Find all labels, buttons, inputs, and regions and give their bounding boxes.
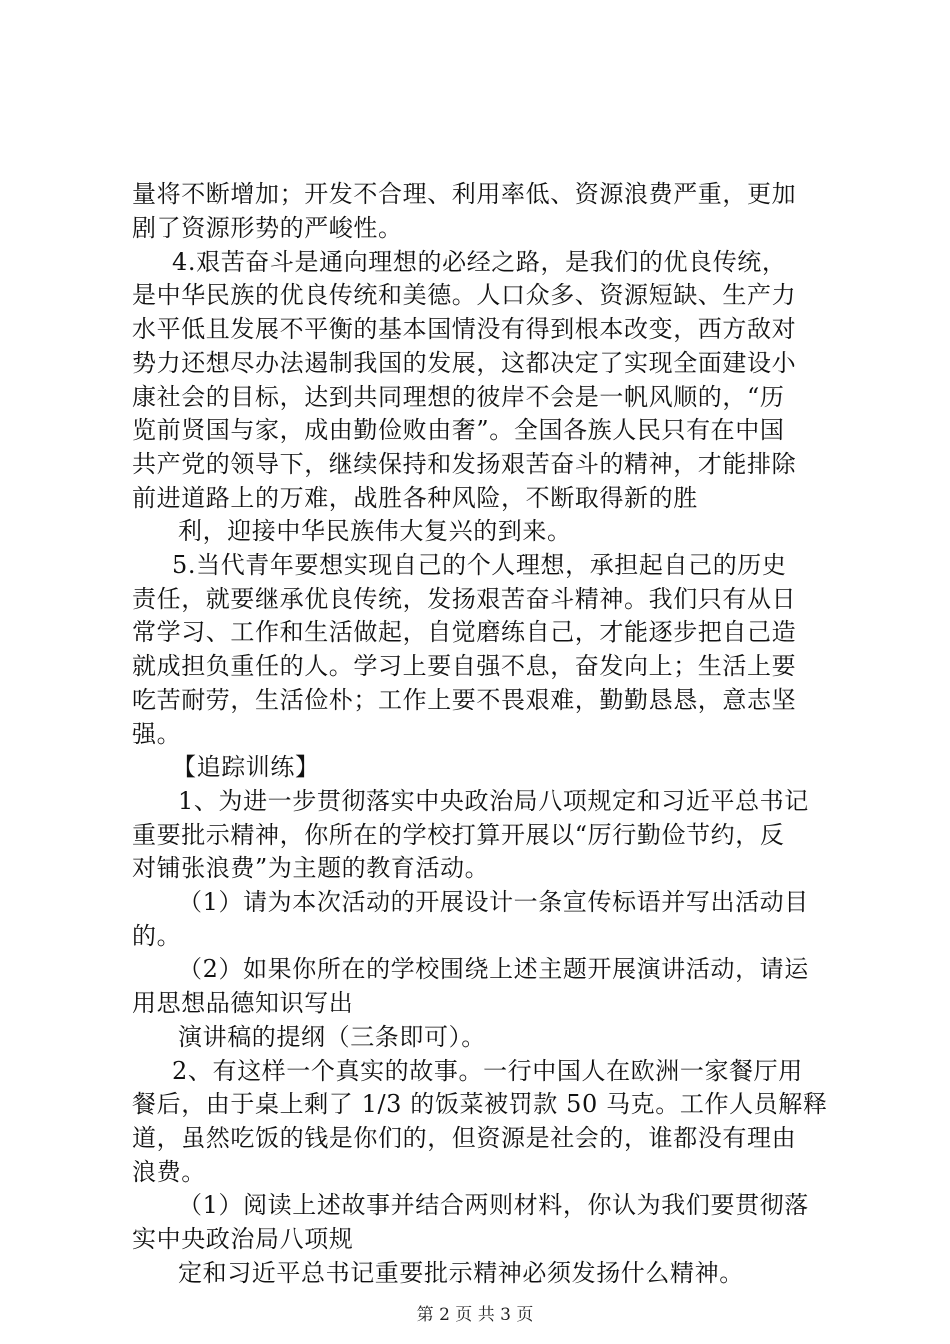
text-line: 常学习、工作和生活做起，自觉磨练自己，才能逐步把自己造: [132, 618, 797, 646]
text-line: 演讲稿的提纲（三条即可）。: [178, 1023, 486, 1051]
section-heading: 【追踪训练】: [172, 753, 320, 781]
text-line: 责任，就要继承优良传统，发扬艰苦奋斗精神。我们只有从日: [132, 585, 797, 613]
text-line: 前进道路上的万难，战胜各种风险，不断取得新的胜: [132, 484, 698, 512]
text-line: 4.艰苦奋斗是通向理想的必经之路，是我们的优良传统，: [172, 248, 787, 276]
text-line: 是中华民族的优良传统和美德。人口众多、资源短缺、生产力: [132, 281, 797, 309]
text-line: 康社会的目标，达到共同理想的彼岸不会是一帆风顺的，“历: [132, 383, 785, 411]
text-line: （2）如果你所在的学校围绕上述主题开展演讲活动，请运: [178, 955, 809, 983]
text-line: 利，迎接中华民族伟大复兴的到来。: [178, 517, 572, 545]
text-line: （1）请为本次活动的开展设计一条宣传标语并写出活动目: [178, 888, 809, 916]
text-line: 道，虽然吃饭的钱是你们的，但资源是社会的，谁都没有理由: [132, 1124, 797, 1152]
text-line: 5.当代青年要想实现自己的个人理想，承担起自己的历史: [172, 551, 787, 579]
text-line: 就成担负重任的人。学习上要自强不息，奋发向上；生活上要: [132, 652, 797, 680]
text-line: 共产党的领导下，继续保持和发扬艰苦奋斗的精神，才能排除: [132, 450, 797, 478]
text-line: 的。: [132, 922, 182, 950]
text-line: 水平低且发展不平衡的基本国情没有得到根本改变，西方敌对: [132, 315, 797, 343]
text-line: 2、有这样一个真实的故事。一行中国人在欧洲一家餐厅用: [172, 1057, 803, 1085]
text-line: 势力还想尽办法遏制我国的发展，这都决定了实现全面建设小: [132, 349, 797, 377]
text-line: 1、为进一步贯彻落实中央政治局八项规定和习近平总书记: [178, 787, 809, 815]
text-line: 定和习近平总书记重要批示精神必须发扬什么精神。: [178, 1259, 744, 1287]
text-line: 览前贤国与家，成由勤俭败由奢”。全国各族人民只有在中国: [132, 416, 785, 444]
text-line: 量将不断增加；开发不合理、利用率低、资源浪费严重，更加: [132, 180, 797, 208]
text-line: 强。: [132, 720, 182, 748]
text-line: （1）阅读上述故事并结合两则材料，你认为我们要贯彻落: [178, 1191, 809, 1219]
text-line: 重要批示精神，你所在的学校打算开展以“厉行勤俭节约，反: [132, 821, 785, 849]
text-line: 吃苦耐劳，生活俭朴；工作上要不畏艰难，勤勤恳恳，意志坚: [132, 686, 797, 714]
text-line: 浪费。: [132, 1158, 206, 1186]
text-line: 餐后，由于桌上剩了 1/3 的饭菜被罚款 50 马克。工作人员解释: [132, 1090, 828, 1118]
text-line: 对铺张浪费”为主题的教育活动。: [132, 854, 490, 882]
text-line: 用思想品德知识写出: [132, 989, 354, 1017]
page-number-footer: 第 2 页 共 3 页: [416, 1305, 534, 1325]
text-line: 剧了资源形势的严峻性。: [132, 214, 403, 242]
text-line: 实中央政治局八项规: [132, 1225, 354, 1253]
